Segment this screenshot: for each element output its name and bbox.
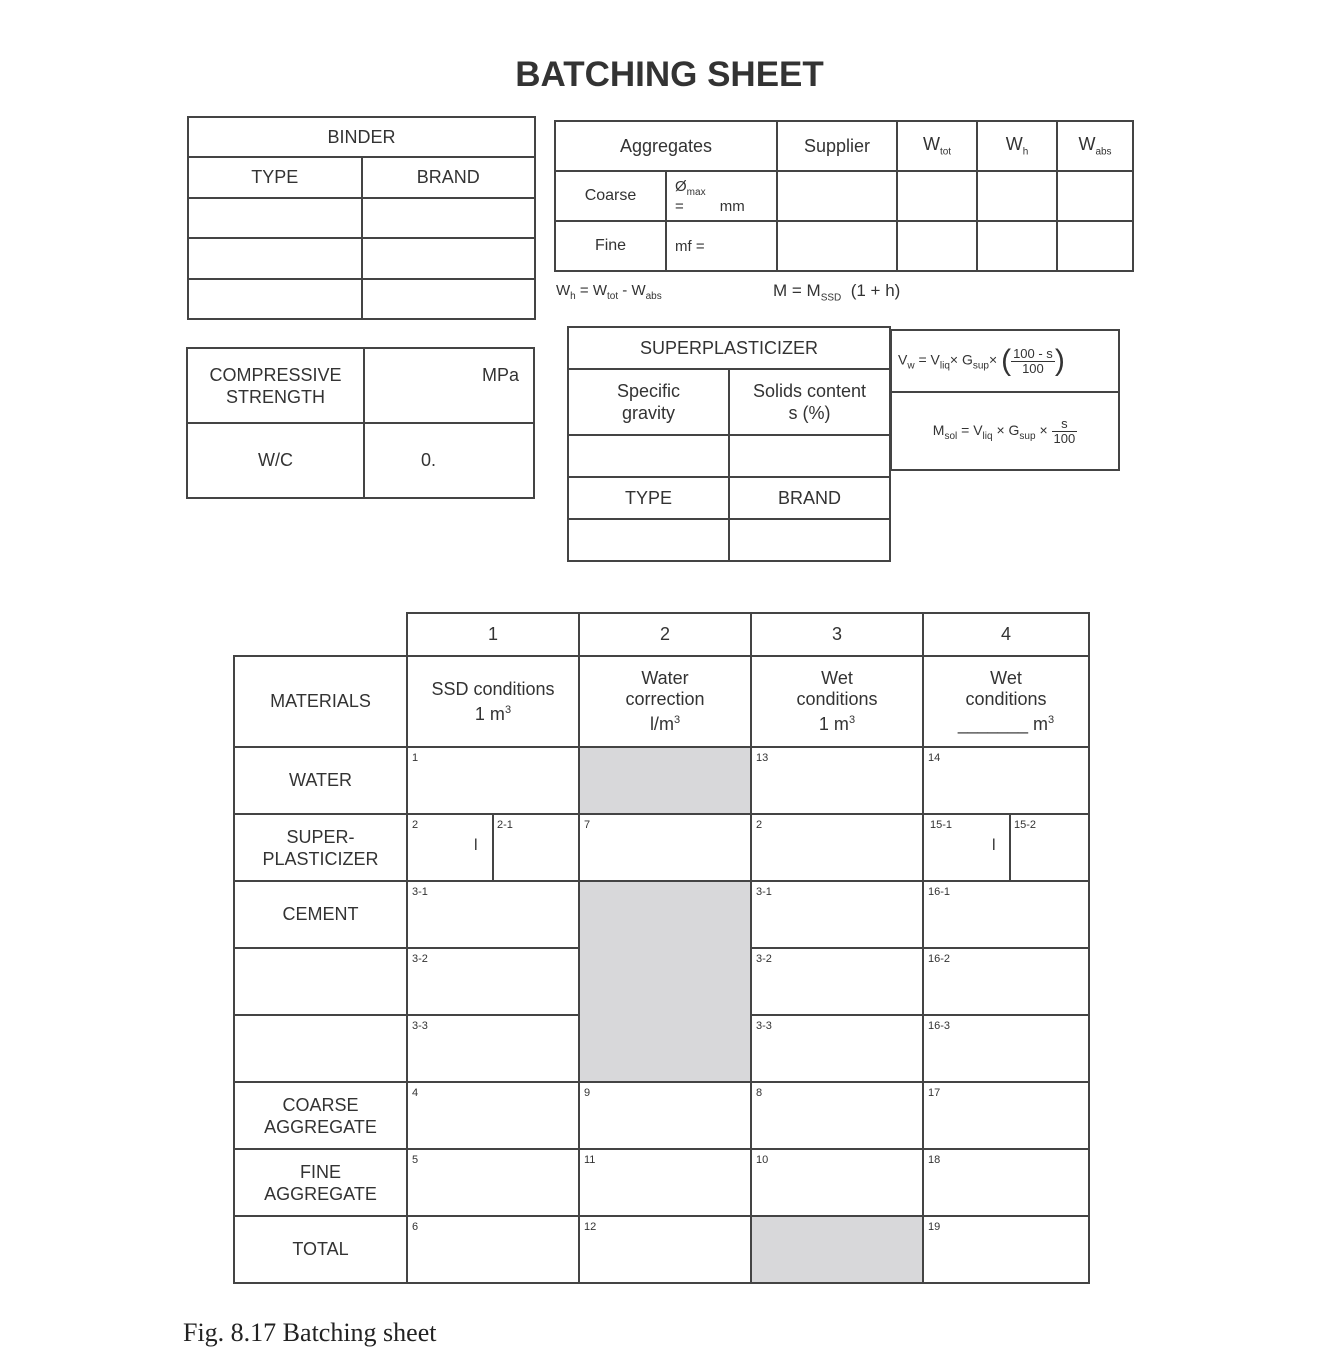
cell-cement-1-3[interactable]: 3-1 (751, 881, 923, 948)
col-number: 2 (579, 613, 751, 656)
cell-total-4[interactable]: 19 (923, 1216, 1089, 1283)
cell-cement-2-3[interactable]: 3-2 (751, 948, 923, 1015)
page-title: BATCHING SHEET (515, 55, 824, 94)
cell-water-1[interactable]: 1 (407, 747, 579, 814)
superplasticizer-table (567, 326, 891, 562)
compressive-strength-label: COMPRESSIVE STRENGTH (187, 348, 364, 423)
wc-value-field[interactable]: 0. (364, 423, 534, 498)
cell-coarse-4[interactable]: 17 (923, 1082, 1089, 1149)
solids-content-label: Solids content s (%) (729, 369, 890, 435)
coarse-supplier-cell[interactable] (777, 171, 897, 221)
strength-table (186, 347, 535, 499)
binder-cell[interactable] (188, 238, 362, 278)
supplier-header: Supplier (777, 121, 897, 171)
formula-m: $M = M_{SSD}$ (1 + h) (773, 281, 901, 304)
cell-water-4[interactable]: 14 (923, 747, 1089, 814)
row-label-blank (234, 1015, 407, 1082)
fine-wtot-cell[interactable] (897, 221, 977, 271)
coarse-wtot-cell[interactable] (897, 171, 977, 221)
sp-type-label: TYPE (568, 477, 729, 519)
wtot-header: $W_{tot}$ (897, 121, 977, 171)
figure-caption: Fig. 8.17 Batching sheet (183, 1318, 437, 1347)
strength-value-field[interactable]: MPa (364, 348, 534, 423)
cell-cement-3-4[interactable]: 16-3 (923, 1015, 1089, 1082)
formula-box (890, 329, 1120, 471)
row-label-coarse-aggregate: COARSE AGGREGATE (234, 1082, 407, 1149)
col-number: 1 (407, 613, 579, 656)
cell-cement-1-1[interactable]: 3-1 (407, 881, 579, 948)
fine-label: Fine (555, 221, 666, 271)
wet-custom-header: Wet conditions _______ $m^3$ (923, 656, 1089, 747)
cell-fine-3[interactable]: 10 (751, 1149, 923, 1216)
cell-coarse-3[interactable]: 8 (751, 1082, 923, 1149)
cell-sp-1[interactable]: 2 l 2-1 (407, 814, 579, 881)
coarse-wabs-cell[interactable] (1057, 171, 1133, 221)
binder-cell[interactable] (362, 238, 536, 278)
binder-brand-label: BRAND (362, 157, 536, 197)
fine-wh-cell[interactable] (977, 221, 1057, 271)
cell-total-2[interactable]: 12 (579, 1216, 751, 1283)
col-number: 3 (751, 613, 923, 656)
row-label-cement: CEMENT (234, 881, 407, 948)
formula-msol: $M_{sol} = V_{liq} \times G_{sup}$ × $\frac{s}{100}$ (891, 392, 1119, 470)
specific-gravity-cell[interactable] (568, 435, 729, 477)
wet-1m3-header: Wet conditions 1 $m^3$ (751, 656, 923, 747)
row-label-total: TOTAL (234, 1216, 407, 1283)
cell-water-3[interactable]: 13 (751, 747, 923, 814)
aggregates-table (554, 120, 1134, 272)
cell-cement-1-4[interactable]: 16-1 (923, 881, 1089, 948)
binder-type-label: TYPE (188, 157, 362, 197)
main-table (233, 655, 1090, 1284)
binder-header: BINDER (188, 117, 535, 157)
row-label-blank (234, 948, 407, 1015)
binder-cell[interactable] (362, 279, 536, 319)
shaded-cell (751, 1216, 923, 1283)
materials-header: MATERIALS (234, 656, 407, 747)
water-correction-header: Water correction $l/m^3$ (579, 656, 751, 747)
superplasticizer-header: SUPERPLASTICIZER (568, 327, 890, 369)
binder-table (187, 116, 536, 320)
shaded-cell (579, 747, 751, 814)
cell-cement-3-1[interactable]: 3-3 (407, 1015, 579, 1082)
coarse-label: Coarse (555, 171, 666, 221)
ssd-header: SSD conditions 1 $m^3$ (407, 656, 579, 747)
wh-header: $W_h$ (977, 121, 1057, 171)
col-number: 4 (923, 613, 1089, 656)
sp-type-cell[interactable] (568, 519, 729, 561)
cell-sp-2[interactable]: 7 (579, 814, 751, 881)
fine-wabs-cell[interactable] (1057, 221, 1133, 271)
cell-coarse-1[interactable]: 4 (407, 1082, 579, 1149)
cell-cement-2-1[interactable]: 3-2 (407, 948, 579, 1015)
mf-field[interactable]: mf = (666, 221, 777, 271)
cell-total-1[interactable]: 6 (407, 1216, 579, 1283)
cell-coarse-2[interactable]: 9 (579, 1082, 751, 1149)
cell-sp-3[interactable]: 2 (751, 814, 923, 881)
specific-gravity-label: Specific gravity (568, 369, 729, 435)
shaded-cell (579, 881, 751, 1082)
cell-cement-2-4[interactable]: 16-2 (923, 948, 1089, 1015)
cell-fine-1[interactable]: 5 (407, 1149, 579, 1216)
main-col-numbers (406, 612, 1090, 657)
sp-brand-cell[interactable] (729, 519, 890, 561)
cell-cement-3-3[interactable]: 3-3 (751, 1015, 923, 1082)
fine-supplier-cell[interactable] (777, 221, 897, 271)
solids-content-cell[interactable] (729, 435, 890, 477)
row-label-superplasticizer: SUPER- PLASTICIZER (234, 814, 407, 881)
row-label-water: WATER (234, 747, 407, 814)
formula-wh: $W_h = W_{tot} - W_{abs}$ (556, 282, 662, 302)
cell-fine-4[interactable]: 18 (923, 1149, 1089, 1216)
cell-sp-4[interactable]: 15-1 l 15-2 (923, 814, 1089, 881)
row-label-fine-aggregate: FINE AGGREGATE (234, 1149, 407, 1216)
binder-cell[interactable] (188, 279, 362, 319)
coarse-wh-cell[interactable] (977, 171, 1057, 221)
formula-vw: $V_w = V_{liq}\times G_{sup}\times$ ( $\frac{100 - s}{100}$ ) (891, 330, 1119, 392)
wc-label: W/C (187, 423, 364, 498)
binder-cell[interactable] (362, 198, 536, 238)
cell-fine-2[interactable]: 11 (579, 1149, 751, 1216)
binder-cell[interactable] (188, 198, 362, 238)
sp-brand-label: BRAND (729, 477, 890, 519)
aggregates-header: Aggregates (555, 121, 777, 171)
dmax-field[interactable]: $Ø_{max}$ = mm (666, 171, 777, 221)
wabs-header: $W_{abs}$ (1057, 121, 1133, 171)
